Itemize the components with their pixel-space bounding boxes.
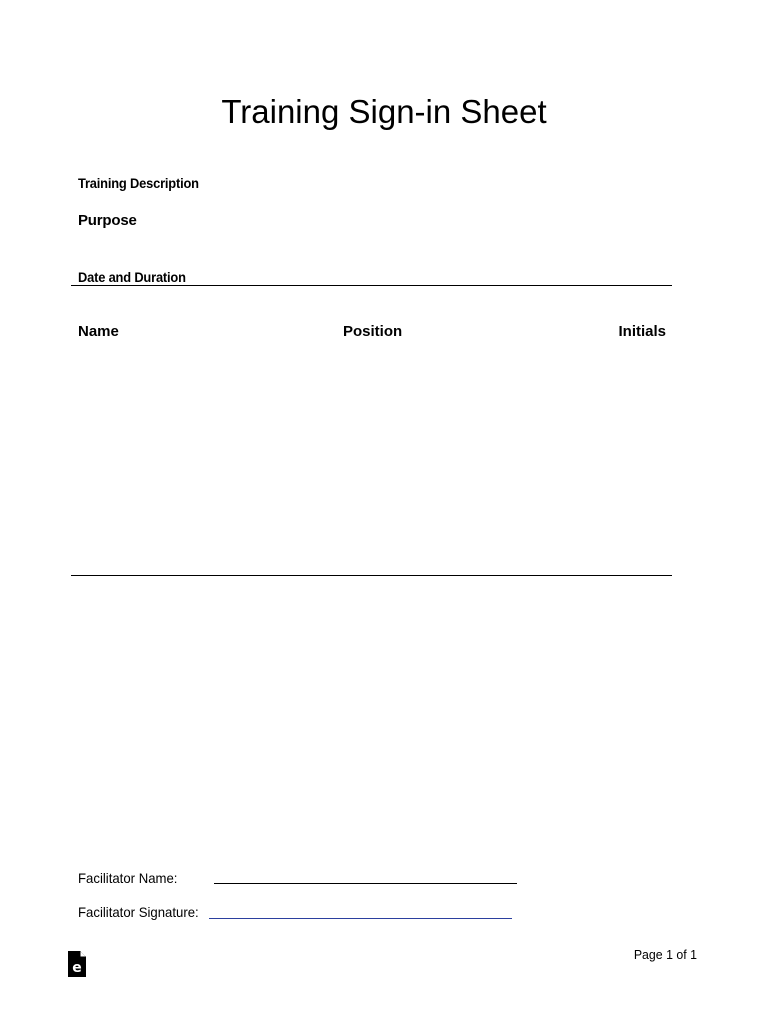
- facilitator-signature-label: Facilitator Signature:: [78, 904, 199, 920]
- column-header-position: Position: [343, 323, 403, 340]
- date-duration-label: Date and Duration: [78, 269, 186, 285]
- table-bottom-rule: [71, 575, 672, 576]
- purpose-label: Purpose: [78, 212, 137, 229]
- facilitator-name-label: Facilitator Name:: [78, 870, 178, 886]
- facilitator-name-field[interactable]: [214, 883, 517, 884]
- page-title: Training Sign-in Sheet: [221, 93, 547, 130]
- training-description-label: Training Description: [78, 175, 199, 191]
- page-number: Page 1 of 1: [633, 947, 697, 962]
- document-e-icon: [67, 950, 87, 978]
- column-header-name: Name: [78, 323, 119, 340]
- facilitator-signature-field[interactable]: [209, 918, 512, 919]
- column-header-initials: Initials: [618, 323, 666, 340]
- svg-text:e: e: [72, 960, 82, 976]
- table-top-rule: [71, 285, 672, 286]
